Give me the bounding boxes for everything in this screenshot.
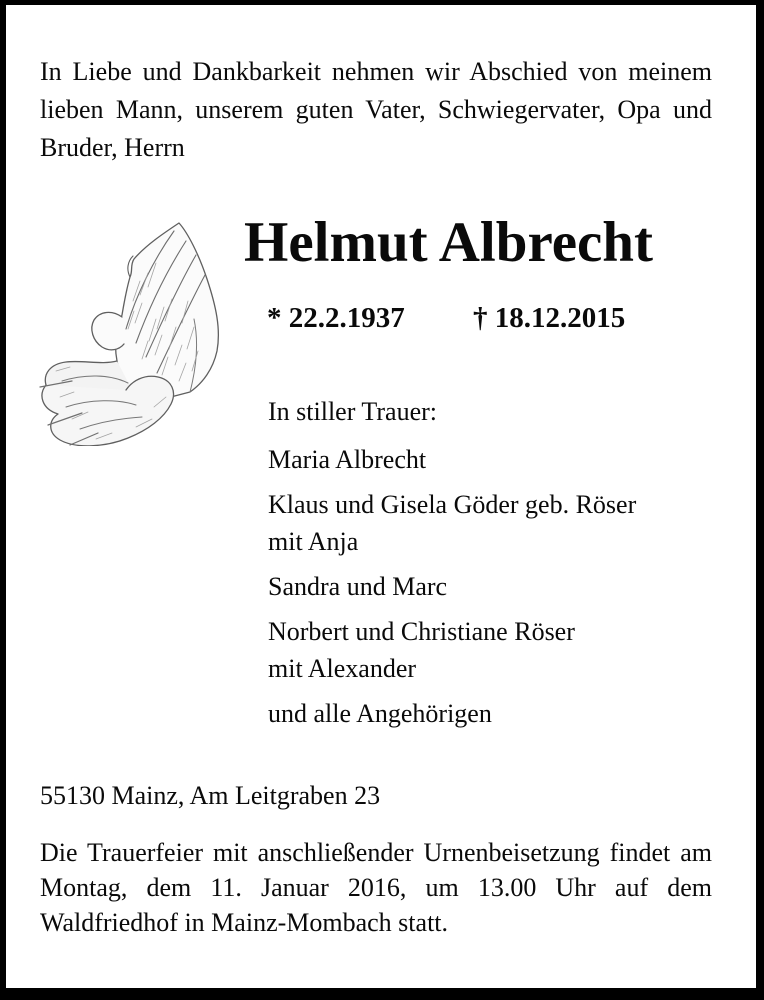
funeral-details: Die Trauerfeier mit anschließender Urnenbeisetzung findet am Montag, dem 11. Januar 2016, um 13.00 Uhr auf dem Waldfriedhof in Mainz-Mombach statt. — [40, 838, 712, 937]
mourner-line: Sandra und Marc — [268, 572, 448, 601]
birth-date: * 22.2.1937 — [267, 302, 405, 334]
obituary-sheet — [6, 5, 756, 988]
mourning-list — [268, 393, 728, 740]
mourner-group — [268, 695, 728, 732]
mourner-line: Maria Albrecht — [268, 445, 427, 474]
mourner-group — [268, 613, 728, 687]
mourner-group — [268, 568, 728, 605]
mourner-line: und alle Angehörigen — [268, 699, 492, 728]
praying-hands-icon — [36, 211, 251, 446]
intro-text: In Liebe und Dankbarkeit nehmen wir Abschied von meinem lieben Mann, unserem guten Vater, Schwiegervater, Opa und Bruder, Herrn — [40, 57, 712, 162]
mourner-line: mit Anja — [268, 527, 359, 556]
mourning-heading: In stiller Trauer: — [268, 397, 437, 426]
death-date: † 18.12.2015 — [473, 302, 626, 334]
mourner-group — [268, 441, 728, 478]
mourner-line: mit Alexander — [268, 654, 417, 683]
deceased-name: Helmut Albrecht — [244, 211, 653, 274]
address-line: 55130 Mainz, Am Leitgraben 23 — [40, 781, 381, 810]
mourner-line: Norbert und Christiane Röser — [268, 617, 575, 646]
mourner-line: Klaus und Gisela Göder geb. Röser — [268, 490, 637, 519]
mourner-group — [268, 486, 728, 560]
